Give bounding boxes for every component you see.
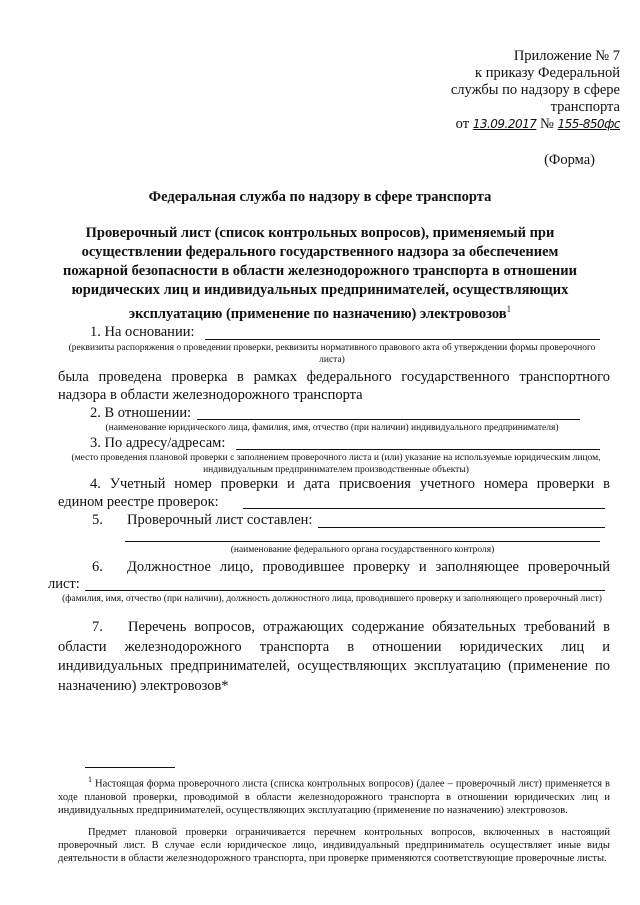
item-3-hint: (место проведения плановой проверки с заполнением проверочного листа и (или) указание на используемые юридическим лицом, индивидуальным предпринимателем производственные объекты) [71, 453, 601, 475]
annex-block [420, 48, 620, 133]
item-3-label: 3. По адресу/адресам: [90, 435, 226, 451]
item-4-fill-line[interactable] [243, 508, 605, 509]
org-title: Федеральная служба по надзору в сфере транспорта [148, 189, 492, 205]
annex-line-3: службы по надзору в сфере [450, 82, 620, 98]
annex-number: 155-850фс [557, 117, 620, 131]
footnote-paragraph-1 [58, 773, 610, 817]
item-5-fill-line-1[interactable] [318, 527, 605, 528]
item-1-fill-line[interactable] [205, 339, 600, 340]
item-2-hint: (наименование юридического лица, фамилия, имя, отчество (при наличии) индивидуального предпринимателя) [105, 423, 559, 433]
item-5-number: 5. [92, 512, 103, 528]
item-5-label: Проверочный лист составлен: [127, 512, 313, 528]
item-1-label: 1. На основании: [90, 324, 195, 340]
item-7-text: Перечень вопросов, отражающих содержание обязательных требований в области железнодорожного транспорта в отношении юридических лиц и индивидуальных предпринимателей, осуществляющих эксплуатацию (применение по назначению) электровозов* [58, 619, 610, 694]
annex-from-prefix: от [455, 116, 470, 132]
annex-line-1: Приложение № 7 [513, 48, 620, 64]
form-label: (Форма) [544, 152, 595, 168]
item-5-hint: (наименование федерального органа государственного контроля) [230, 545, 495, 555]
annex-date: 13.09.2017 [472, 117, 537, 131]
doc-title-text: Проверочный лист (список контрольных вопросов), применяемый при осуществлении федерального государственного надзора за обеспечением пожарной безопасности в области железнодорожного транспорта в отношении юридических лиц и индивидуальных предпринимателей, осуществляющих эксплуатацию (применение по назначению) электровозов [63, 225, 577, 322]
item-3-fill-line[interactable] [236, 449, 600, 450]
footnote-mark: 1 [88, 775, 92, 784]
doc-title-footnote-mark: 1 [506, 304, 512, 314]
item-4-line-1: 4. Учетный номер проверки и дата присвоения учетного номера проверки в [90, 476, 610, 492]
item-6-line-2: лист: [48, 576, 80, 592]
item-6-hint: (фамилия, имя, отчество (при наличии), должность должностного лица, проводившего проверку и заполняющего проверочный лист) [62, 594, 602, 604]
footnote-rule [85, 767, 175, 768]
item-6-line-1: Должностное лицо, проводившее проверку и заполняющее проверочный [127, 559, 610, 575]
footnote-text-1: Настоящая форма проверочного листа (списка контрольных вопросов) (далее – проверочный лист) применяется в ходе плановой проверки, проводимой в области железнодорожного транспорта в отношении юридических лиц и индивидуальных предпринимателей, осуществляющих эксплуатацию (применение по назначению) электровозов. [58, 778, 610, 816]
item-2-fill-line[interactable] [197, 419, 580, 420]
item-7-number: 7. [92, 619, 103, 635]
item-1-text: была проведена проверка в рамках федерального государственного транспортного надзора в области железнодорожного транспорта [58, 369, 610, 403]
doc-title [60, 224, 580, 324]
annex-line-2: к приказу Федеральной [475, 65, 620, 81]
footnote-paragraph-2: Предмет плановой проверки ограничивается перечнем контрольных вопросов, включенных в настоящий проверочный лист. В случае если юридическое лицо, индивидуальный предприниматель осуществляет иные виды деятельности в области железнодорожного транспорта, при проверке применяются соответствующие проверочные листы. [58, 827, 610, 864]
item-6-fill-line[interactable] [85, 590, 605, 591]
annex-line-4: транспорта [550, 99, 620, 115]
item-2-label: 2. В отношении: [90, 405, 192, 421]
annex-number-sign: № [540, 116, 554, 132]
item-4-line-2: едином реестре проверок: [58, 494, 219, 510]
item-6-number: 6. [92, 559, 103, 575]
annex-date-line [420, 116, 620, 133]
item-5-fill-line-2[interactable] [125, 541, 600, 542]
item-1-hint: (реквизиты распоряжения о проведении проверки, реквизиты нормативного правового акта об утверждении формы проверочного листа) [68, 343, 596, 365]
